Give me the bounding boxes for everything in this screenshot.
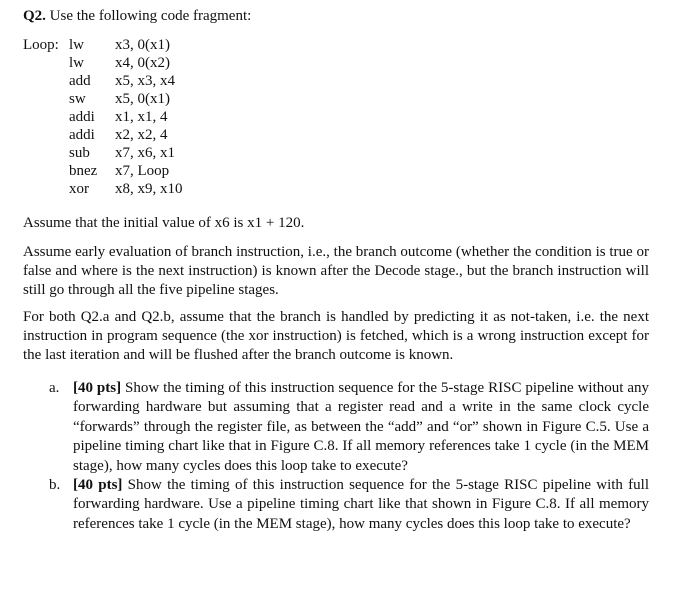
code-opcode: addi [69,127,95,143]
code-label [23,180,69,198]
code-operands: x7, x6, x1 [115,145,175,161]
points-badge: [40 pts] [73,380,122,396]
code-line [23,144,649,162]
subquestion-b [23,476,649,534]
subquestion-text: Show the timing of this instruction sequence for the 5-stage RISC pipeline without any forwarding hardware but assuming that a register read and a write in the same clock cycle “forwards” through the register file, as between the “add” and “or” shown in Figure C.5. Use a pipeline timing chart like that in Figure C.8. If all memory references take 1 cycle (in the MEM stage), how many cycles does this loop take to execute? [73,380,649,474]
code-operands: x5, 0(x1) [115,91,170,107]
code-operands: x7, Loop [115,163,170,179]
code-operands: x1, x1, 4 [115,109,168,125]
paragraph-not-taken: For both Q2.a and Q2.b, assume that the branch is handled by predicting it as not-taken, i.e. the next instruction in program sequence (the xor instruction) is fetched, which is a wrong instruction except for the last iteration and will be flushed after the branch outcome is known. [23,309,649,363]
code-operands: x5, x3, x4 [115,73,175,89]
code-line [23,180,649,198]
code-line [23,90,649,108]
code-line [23,108,649,126]
code-opcode: bnez [69,163,98,179]
question-title [23,6,649,26]
code-label [23,90,69,108]
document [23,6,649,534]
code-opcode: add [69,73,91,89]
points-badge: [40 pts] [73,477,123,494]
code-fragment [23,36,649,198]
code-line [23,126,649,144]
code-operands: x4, 0(x2) [115,55,170,71]
code-label [23,126,69,144]
code-opcode: xor [69,181,89,197]
code-line [23,162,649,180]
code-operands: x2, x2, 4 [115,127,168,143]
code-opcode: lw [69,37,84,53]
paragraph-early-branch: Assume early evaluation of branch instruction, i.e., the branch outcome (whether the condition is true or false and where is the next instruction) is known after the Decode stage., but the branch instruction will still go through all the five pipeline stages. [23,244,649,298]
subquestion-a [23,379,649,476]
list-marker: a. [49,380,60,396]
code-opcode: addi [69,109,95,125]
code-label [23,144,69,162]
code-line [23,36,649,54]
code-label [23,54,69,72]
code-label [23,108,69,126]
subquestion-text: Show the timing of this instruction sequence for the 5-stage RISC pipeline with full forwarding hardware. Use a pipeline timing chart like that shown in Figure C.8. If all memory references take 1 cycle (in the MEM stage), how many cycles does this loop take to execute? [73,477,650,532]
paragraph-initial-value: Assume that the initial value of x6 is x1 + 120. [23,215,305,231]
code-line [23,72,649,90]
code-label [23,72,69,90]
code-operands: x8, x9, x10 [115,181,183,197]
code-opcode: lw [69,55,84,71]
subquestion-list [23,379,649,534]
code-opcode: sub [69,145,90,161]
code-operands: x3, 0(x1) [115,37,170,53]
code-label: Loop: [23,37,59,53]
question-number: Q2. [23,8,46,24]
code-label [23,162,69,180]
list-marker: b. [49,477,61,494]
code-line [23,54,649,72]
question-prompt: Use the following code fragment: [49,8,252,24]
code-opcode: sw [69,91,86,107]
